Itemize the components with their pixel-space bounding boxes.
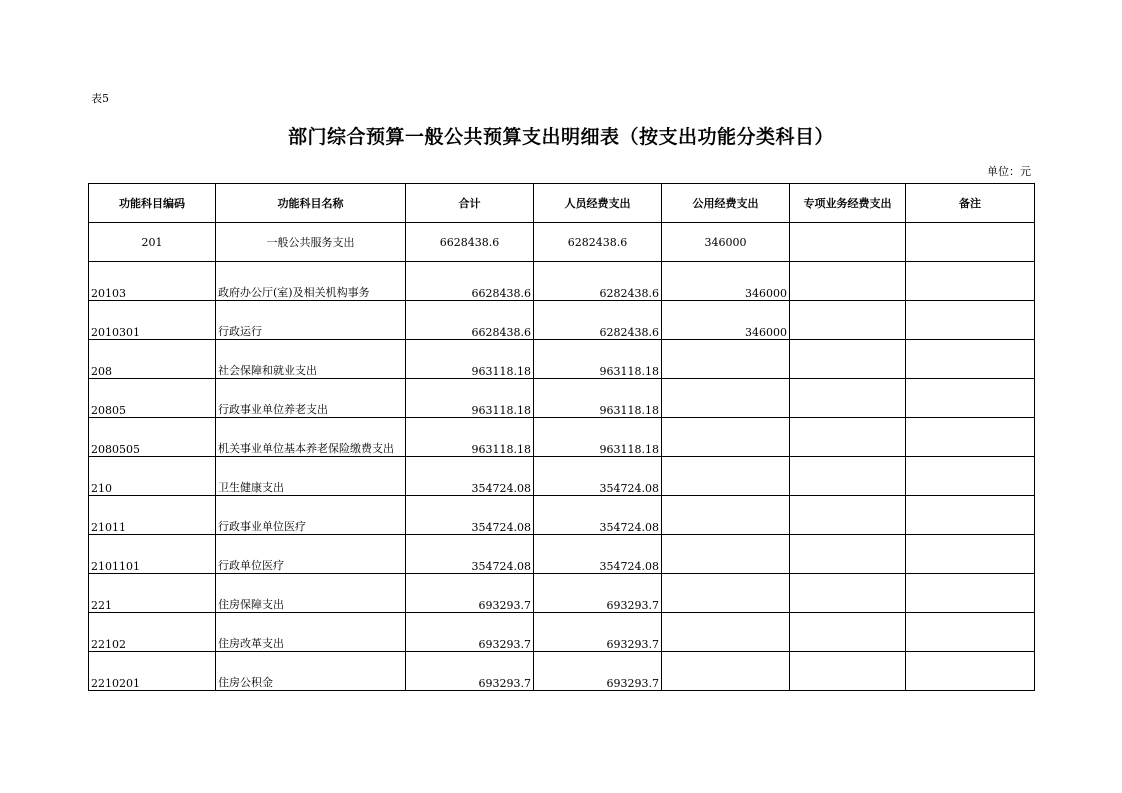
column-header-note: 备注 (906, 184, 1035, 223)
cell-total: 6628438.6 (406, 223, 534, 262)
cell-special (790, 223, 906, 262)
cell-public: 346000 (662, 262, 790, 301)
cell-note (906, 301, 1035, 340)
cell-public: 346000 (662, 223, 790, 262)
cell-note (906, 496, 1035, 535)
cell-note (906, 574, 1035, 613)
cell-personnel: 693293.7 (534, 613, 662, 652)
page-title: 部门综合预算一般公共预算支出明细表（按支出功能分类科目） (287, 126, 834, 148)
cell-personnel: 963118.18 (534, 418, 662, 457)
cell-special (790, 496, 906, 535)
budget-table (88, 183, 1035, 691)
table-row (89, 340, 1035, 379)
cell-personnel: 693293.7 (534, 574, 662, 613)
cell-name: 住房公积金 (216, 652, 406, 691)
cell-total: 6628438.6 (406, 262, 534, 301)
cell-code: 21011 (89, 496, 216, 535)
cell-name: 政府办公厅(室)及相关机构事务 (216, 262, 406, 301)
column-header-total: 合计 (406, 184, 534, 223)
cell-note (906, 535, 1035, 574)
cell-personnel: 6282438.6 (534, 301, 662, 340)
cell-personnel: 354724.08 (534, 457, 662, 496)
cell-public (662, 340, 790, 379)
cell-public (662, 496, 790, 535)
cell-total: 693293.7 (406, 574, 534, 613)
column-header-personnel: 人员经费支出 (534, 184, 662, 223)
cell-note (906, 379, 1035, 418)
table-row (89, 262, 1035, 301)
table-row (89, 652, 1035, 691)
cell-total: 963118.18 (406, 340, 534, 379)
table-row (89, 457, 1035, 496)
cell-special (790, 574, 906, 613)
table-row (89, 535, 1035, 574)
cell-name: 行政单位医疗 (216, 535, 406, 574)
cell-name: 住房保障支出 (216, 574, 406, 613)
cell-personnel: 6282438.6 (534, 262, 662, 301)
cell-personnel: 354724.08 (534, 496, 662, 535)
cell-code: 2210201 (89, 652, 216, 691)
cell-public (662, 613, 790, 652)
cell-note (906, 457, 1035, 496)
cell-code: 20103 (89, 262, 216, 301)
cell-special (790, 379, 906, 418)
table-row (89, 379, 1035, 418)
header-row (89, 184, 1035, 223)
table-row (89, 496, 1035, 535)
cell-public (662, 574, 790, 613)
cell-personnel: 963118.18 (534, 379, 662, 418)
cell-personnel: 693293.7 (534, 652, 662, 691)
column-header-special: 专项业务经费支出 (790, 184, 906, 223)
cell-special (790, 262, 906, 301)
cell-special (790, 457, 906, 496)
cell-code: 210 (89, 457, 216, 496)
cell-special (790, 418, 906, 457)
column-header-name: 功能科目名称 (216, 184, 406, 223)
cell-total: 354724.08 (406, 535, 534, 574)
cell-note (906, 340, 1035, 379)
cell-note (906, 613, 1035, 652)
cell-name: 社会保障和就业支出 (216, 340, 406, 379)
cell-public (662, 379, 790, 418)
cell-name: 住房改革支出 (216, 613, 406, 652)
cell-personnel: 6282438.6 (534, 223, 662, 262)
cell-name: 行政运行 (216, 301, 406, 340)
cell-public (662, 652, 790, 691)
cell-public (662, 535, 790, 574)
table-row (89, 613, 1035, 652)
table-row (89, 574, 1035, 613)
cell-code: 2080505 (89, 418, 216, 457)
cell-code: 20805 (89, 379, 216, 418)
cell-special (790, 301, 906, 340)
cell-name: 一般公共服务支出 (216, 223, 406, 262)
cell-special (790, 535, 906, 574)
column-header-public: 公用经费支出 (662, 184, 790, 223)
table-row (89, 301, 1035, 340)
cell-total: 693293.7 (406, 613, 534, 652)
cell-code: 201 (89, 223, 216, 262)
cell-total: 354724.08 (406, 457, 534, 496)
cell-code: 208 (89, 340, 216, 379)
cell-total: 354724.08 (406, 496, 534, 535)
cell-special (790, 340, 906, 379)
cell-note (906, 223, 1035, 262)
cell-total: 963118.18 (406, 418, 534, 457)
cell-name: 行政事业单位养老支出 (216, 379, 406, 418)
cell-code: 221 (89, 574, 216, 613)
cell-public: 346000 (662, 301, 790, 340)
table-number: 表5 (91, 92, 109, 105)
cell-note (906, 418, 1035, 457)
unit-label: 单位：元 (987, 165, 1031, 178)
cell-personnel: 354724.08 (534, 535, 662, 574)
cell-special (790, 613, 906, 652)
cell-code: 22102 (89, 613, 216, 652)
cell-total: 963118.18 (406, 379, 534, 418)
cell-public (662, 457, 790, 496)
table-row-summary (89, 223, 1035, 262)
column-header-code: 功能科目编码 (89, 184, 216, 223)
cell-total: 6628438.6 (406, 301, 534, 340)
cell-public (662, 418, 790, 457)
cell-note (906, 652, 1035, 691)
cell-name: 卫生健康支出 (216, 457, 406, 496)
cell-code: 2101101 (89, 535, 216, 574)
cell-personnel: 963118.18 (534, 340, 662, 379)
cell-note (906, 262, 1035, 301)
cell-name: 机关事业单位基本养老保险缴费支出 (216, 418, 406, 457)
cell-name: 行政事业单位医疗 (216, 496, 406, 535)
cell-special (790, 652, 906, 691)
table-row (89, 418, 1035, 457)
cell-total: 693293.7 (406, 652, 534, 691)
cell-code: 2010301 (89, 301, 216, 340)
